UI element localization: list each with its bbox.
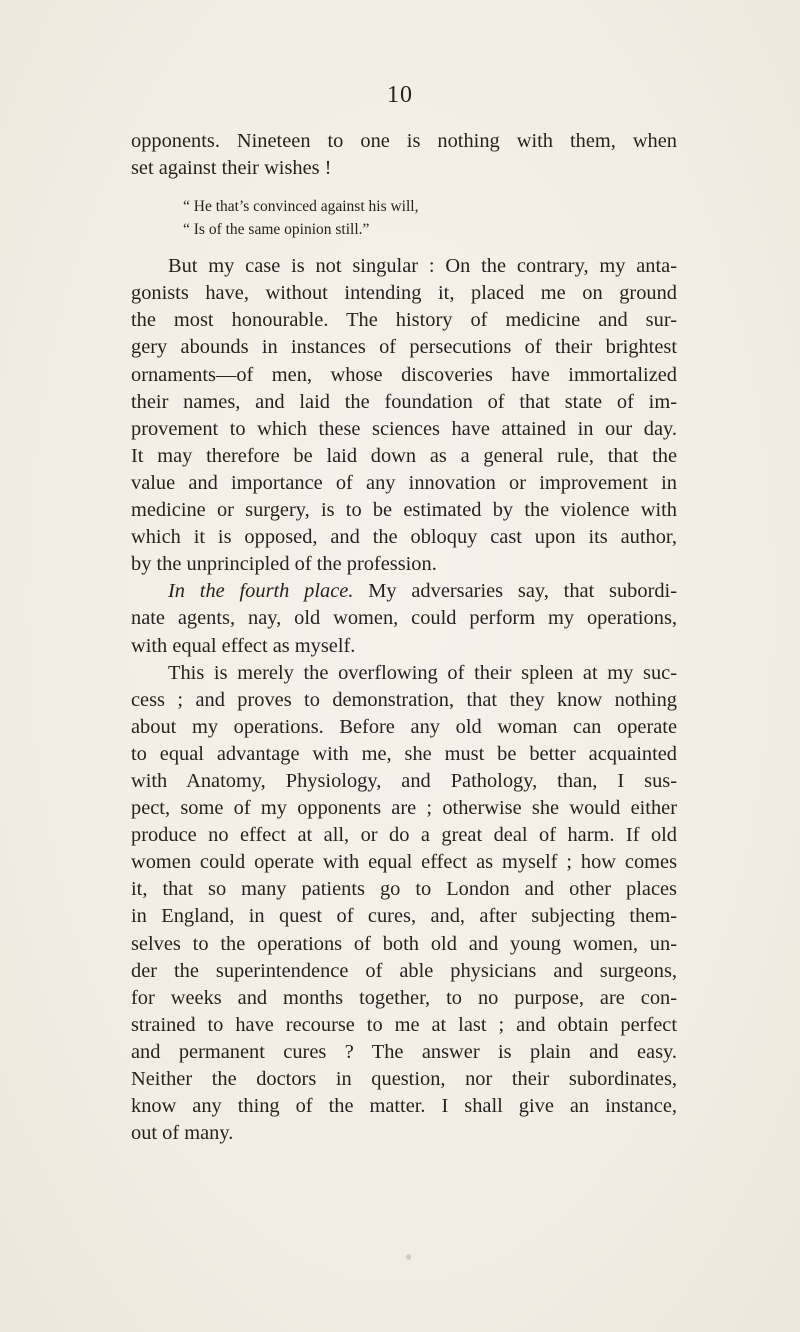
body-line: to equal advantage with me, she must be better acquainted xyxy=(131,742,677,765)
quote-line: “ He that’s convinced against his will, xyxy=(183,198,419,216)
body-line: with equal effect as myself. xyxy=(131,634,356,657)
quote-line: “ Is of the same opinion still.” xyxy=(183,221,370,239)
verse-quotation xyxy=(131,195,677,241)
body-line xyxy=(131,578,677,605)
body-line: in England, in quest of cures, and, after subjecting them- xyxy=(131,905,677,928)
body-line: This is merely the overflowing of their spleen at my suc- xyxy=(168,661,677,684)
paper-speck xyxy=(406,1254,411,1260)
body-line: for weeks and months together, to no purpose, are con- xyxy=(131,986,677,1009)
body-line: selves to the operations of both old and young women, un- xyxy=(131,932,677,955)
body-line: It may therefore be laid down as a general rule, that the xyxy=(131,444,677,467)
body-text: My adversaries say, that subordi- xyxy=(353,580,678,603)
body-line: about my operations. Before any old woman can operate xyxy=(131,715,677,738)
body-line: gery abounds in instances of persecutions of their brightest xyxy=(131,336,677,359)
body-line: strained to have recourse to me at last ; and obtain perfect xyxy=(131,1013,677,1036)
body-line: pect, some of my opponents are ; otherwise she would either xyxy=(131,797,677,820)
body-line: opponents. Nineteen to one is nothing with them, when xyxy=(131,130,677,152)
page-number: 10 xyxy=(387,82,413,108)
body-line: and permanent cures ? The answer is plain and easy. xyxy=(131,1040,677,1063)
body-line: know any thing of the matter. I shall give an instance, xyxy=(131,1095,677,1118)
body-line: Neither the doctors in question, nor their subordinates, xyxy=(131,1068,677,1090)
body-line: the most honourable. The history of medicine and sur- xyxy=(131,309,677,332)
body-line: nate agents, nay, old women, could perform my operations, xyxy=(131,607,677,630)
section-heading-italic: In the fourth place. xyxy=(168,580,354,603)
body-line: by the unprincipled of the profession. xyxy=(131,553,437,576)
body-line: cess ; and proves to demonstration, that they know nothing xyxy=(131,688,677,711)
page-body xyxy=(131,128,677,1147)
body-line: medicine or surgery, is to be estimated by the violence with xyxy=(131,499,677,522)
body-line: out of many. xyxy=(131,1122,234,1145)
body-line: provement to which these sciences have attained in our day. xyxy=(131,417,677,440)
body-line: their names, and laid the foundation of that state of im- xyxy=(131,390,677,413)
body-line: set against their wishes ! xyxy=(131,157,332,180)
body-line: ornaments—of men, whose discoveries have immortalized xyxy=(131,363,677,386)
body-line: produce no effect at all, or do a great deal of harm. If old xyxy=(131,824,677,847)
body-line: value and importance of any innovation or improvement in xyxy=(131,471,677,494)
body-line: But my case is not singular : On the contrary, my anta- xyxy=(168,255,677,278)
body-line: which it is opposed, and the obloquy cast upon its author, xyxy=(131,526,677,549)
body-line: women could operate with equal effect as myself ; how comes xyxy=(131,851,677,874)
body-line: with Anatomy, Physiology, and Pathology, than, I sus- xyxy=(131,769,677,792)
body-line: it, that so many patients go to London and other places xyxy=(131,878,677,901)
body-line: der the superintendence of able physicians and surgeons, xyxy=(131,959,677,982)
body-line: gonists have, without intending it, placed me on ground xyxy=(131,282,677,305)
